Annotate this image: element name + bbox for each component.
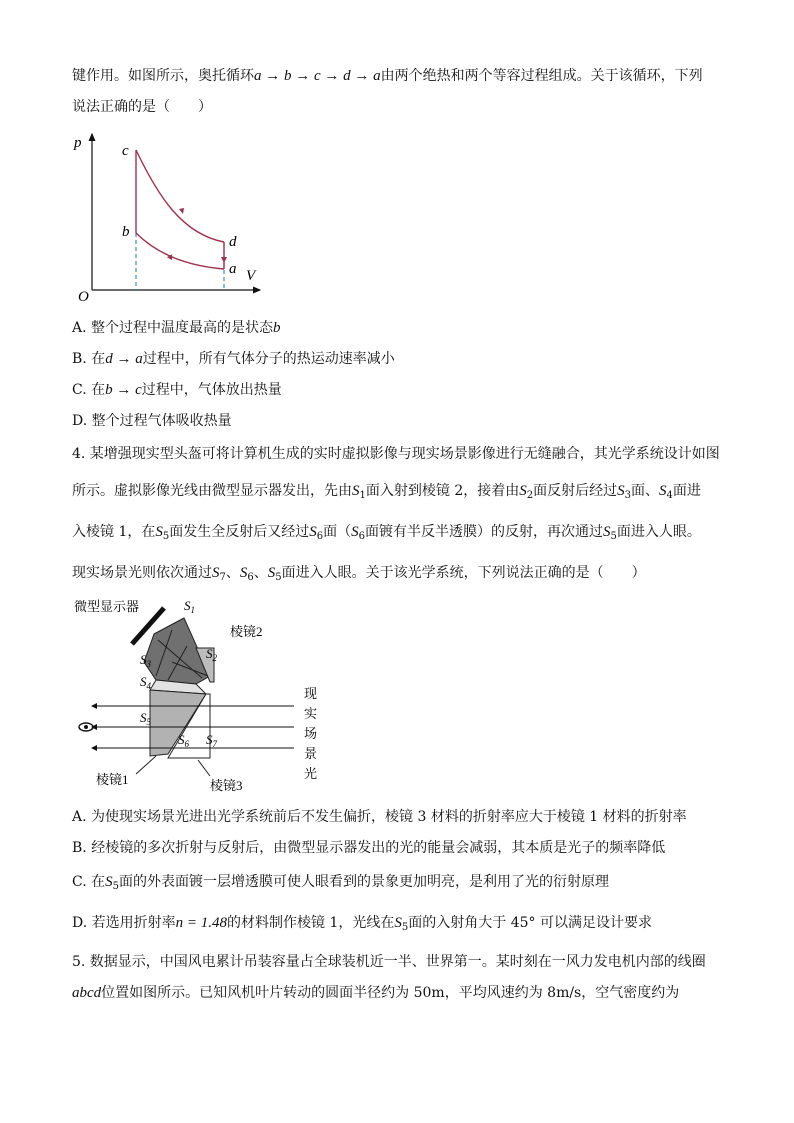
text: 面进入人眼。关于该光学系统，下列说法正确的是（ ）	[281, 565, 646, 581]
arrow-c-d	[179, 208, 184, 214]
label-s1	[184, 598, 195, 615]
text: 位置如图所示。已知风机叶片转动的圆面半径约为 50m，平均风速约为 8m/s，空气密度约为	[101, 985, 680, 1001]
arrow-a-b	[167, 253, 175, 260]
pv-diagram	[70, 128, 270, 308]
option-text-2: 面的外表面镀一层增透膜可使人眼看到的景象更加明亮，是利用了光的衍射原理	[119, 874, 609, 890]
option-var: b	[273, 320, 281, 336]
refractive-index: n = 1.48	[175, 915, 228, 931]
surface-s: S	[105, 874, 113, 890]
option-text: 在	[91, 874, 106, 890]
point-b-label: b	[122, 224, 130, 240]
text: 面入射到棱镜 2，接着由	[365, 483, 520, 499]
option-var: b → c	[105, 382, 142, 398]
s: S	[206, 646, 213, 661]
intro-line-1	[72, 66, 703, 86]
option-text: 经棱镜的多次折射与反射后，由微型显示器发出的光的能量会减弱，其本质是光子的频率降低	[91, 840, 666, 856]
intro-line-2: 说法正确的是（ ）	[72, 99, 212, 115]
q4-line-2	[72, 481, 701, 506]
text: 入棱镜 1，在	[72, 524, 156, 540]
s: S	[140, 674, 147, 689]
option-text-2: 过程中，所有气体分子的热运动速率减小	[142, 351, 395, 367]
surface-s: S	[309, 524, 317, 540]
sub: 6	[316, 531, 324, 542]
real-light-label: 现	[304, 686, 318, 701]
s: S	[206, 732, 213, 747]
label-s7	[206, 732, 218, 749]
p-axis-label: p	[74, 135, 82, 151]
sub: 6	[247, 572, 254, 583]
text: 面反射后经过	[533, 483, 618, 499]
option-text-2: 过程中，气体放出热量	[141, 382, 282, 398]
q3-option-d	[72, 411, 232, 431]
q4-option-c	[72, 872, 609, 897]
s: S	[178, 732, 185, 747]
q5-line-1: 5. 数据显示，中国风电累计吊装容量占全球装机近一半、世界第一。某时刻在一风力发电机内部的线圈	[72, 954, 706, 970]
coil-label: abcd	[72, 985, 102, 1001]
q4-option-d	[72, 913, 652, 938]
text: 、	[253, 565, 268, 581]
sub: 5	[275, 572, 282, 583]
option-label: A.	[72, 320, 87, 336]
q3-option-b	[72, 349, 395, 369]
surface-s: S	[602, 524, 611, 540]
real-light-label: 光	[304, 766, 318, 781]
surface-s: S	[239, 565, 248, 581]
text: 面进入人眼。	[616, 524, 701, 540]
option-label: D.	[72, 915, 88, 931]
text: 所示。虚拟影像光线由微型显示器发出，先由	[72, 483, 352, 499]
surface-s: S	[519, 483, 527, 499]
sub: 6	[358, 531, 365, 542]
q4-option-a	[72, 807, 687, 827]
option-text: 整个过程中温度最高的是状态	[91, 320, 274, 336]
q4-line-1: 4. 某增强现实型头盔可将计算机生成的实时虚拟影像与现实场景影像进行无缝融合，其光学系统设计如图	[72, 446, 720, 462]
sub: 5	[610, 531, 617, 542]
sub: 2	[526, 490, 534, 501]
surface-s: S	[352, 483, 360, 499]
surface-s: S	[155, 524, 163, 540]
n: 2	[212, 653, 217, 663]
q5-line-2	[72, 983, 679, 1003]
surface-s: S	[617, 483, 625, 499]
option-text: 为使现实场景光进出光学系统前后不发生偏折，棱镜 3 材料的折射率应大于棱镜 1 材料的折射率	[91, 809, 687, 825]
sub: 5	[162, 531, 170, 542]
n: 1	[190, 605, 195, 615]
option-text-2: 的材料制作棱镜 1，光线在	[227, 915, 395, 931]
sub: 5	[112, 881, 119, 892]
arrow-d-a	[221, 257, 227, 263]
prism-1-label: 棱镜1	[96, 772, 129, 787]
surface-s: S	[212, 565, 220, 581]
point-a-label: a	[229, 261, 237, 277]
surface-s: S	[394, 915, 402, 931]
intro-text-2: 由两个绝热和两个等容过程组成。关于该循环，下列	[380, 68, 703, 84]
option-text: 整个过程气体吸收热量	[91, 413, 232, 429]
sub: 1	[359, 490, 366, 501]
text: 面（	[323, 524, 352, 540]
real-light-label: 景	[304, 746, 318, 761]
label-s4	[140, 674, 152, 691]
n: 4	[146, 681, 151, 691]
real-light-label: 场	[304, 726, 318, 741]
real-light-label: 实	[304, 706, 318, 721]
optics-diagram	[72, 596, 332, 796]
s: S	[184, 598, 191, 613]
text: 现实场景光则依次通过	[72, 565, 212, 581]
option-label: D.	[72, 413, 88, 429]
surface-s: S	[658, 483, 667, 499]
option-var: d → a	[105, 351, 143, 367]
prism-2-label: 棱镜2	[230, 624, 263, 639]
s: S	[140, 652, 147, 667]
s: S	[140, 710, 147, 725]
option-label: C.	[72, 382, 87, 398]
micro-display-label: 微型显示器	[74, 599, 140, 614]
intro-text: 键作用。如图所示，奥托循环	[72, 68, 254, 84]
prism-3-label: 棱镜3	[210, 778, 243, 793]
text: 面进	[672, 483, 701, 499]
leader-prism-1	[136, 756, 156, 774]
sub: 7	[219, 572, 226, 583]
sub: 5	[401, 922, 409, 933]
otto-cycle-expression: a → b → c → d → a	[254, 68, 381, 84]
option-label: A.	[72, 809, 87, 825]
label-s2	[206, 646, 218, 663]
n: 7	[212, 739, 217, 749]
origin-label: O	[78, 289, 89, 305]
text: 面镀有半反半透膜）的反射，再次通过	[364, 524, 603, 540]
sub: 4	[666, 490, 673, 501]
surface-s: S	[267, 565, 276, 581]
n: 3	[146, 659, 151, 669]
n: 5	[146, 717, 151, 727]
option-text-3: 面的入射角大于 45° 可以满足设计要求	[408, 915, 652, 931]
q4-option-b	[72, 838, 665, 858]
q3-option-a	[72, 318, 281, 338]
option-label: B.	[72, 840, 87, 856]
q4-line-4	[72, 563, 646, 588]
option-text: 在	[91, 382, 106, 398]
option-text: 在	[91, 351, 106, 367]
v-axis-label: V	[246, 268, 256, 284]
point-c-label: c	[122, 143, 129, 159]
option-label: C.	[72, 874, 87, 890]
leader-prism-3	[198, 760, 210, 776]
process-c-d	[136, 150, 224, 242]
text: 、	[225, 565, 240, 581]
option-label: B.	[72, 351, 87, 367]
sub: 3	[624, 490, 631, 501]
surface-s: S	[351, 524, 359, 540]
q4-line-3	[72, 522, 701, 547]
text: 面发生全反射后又经过	[169, 524, 310, 540]
text: 面、	[630, 483, 659, 499]
eye-pupil-icon	[84, 725, 88, 729]
n: 6	[184, 739, 189, 749]
option-text: 若选用折射率	[91, 915, 176, 931]
q3-option-c	[72, 380, 282, 400]
point-d-label: d	[229, 234, 237, 250]
